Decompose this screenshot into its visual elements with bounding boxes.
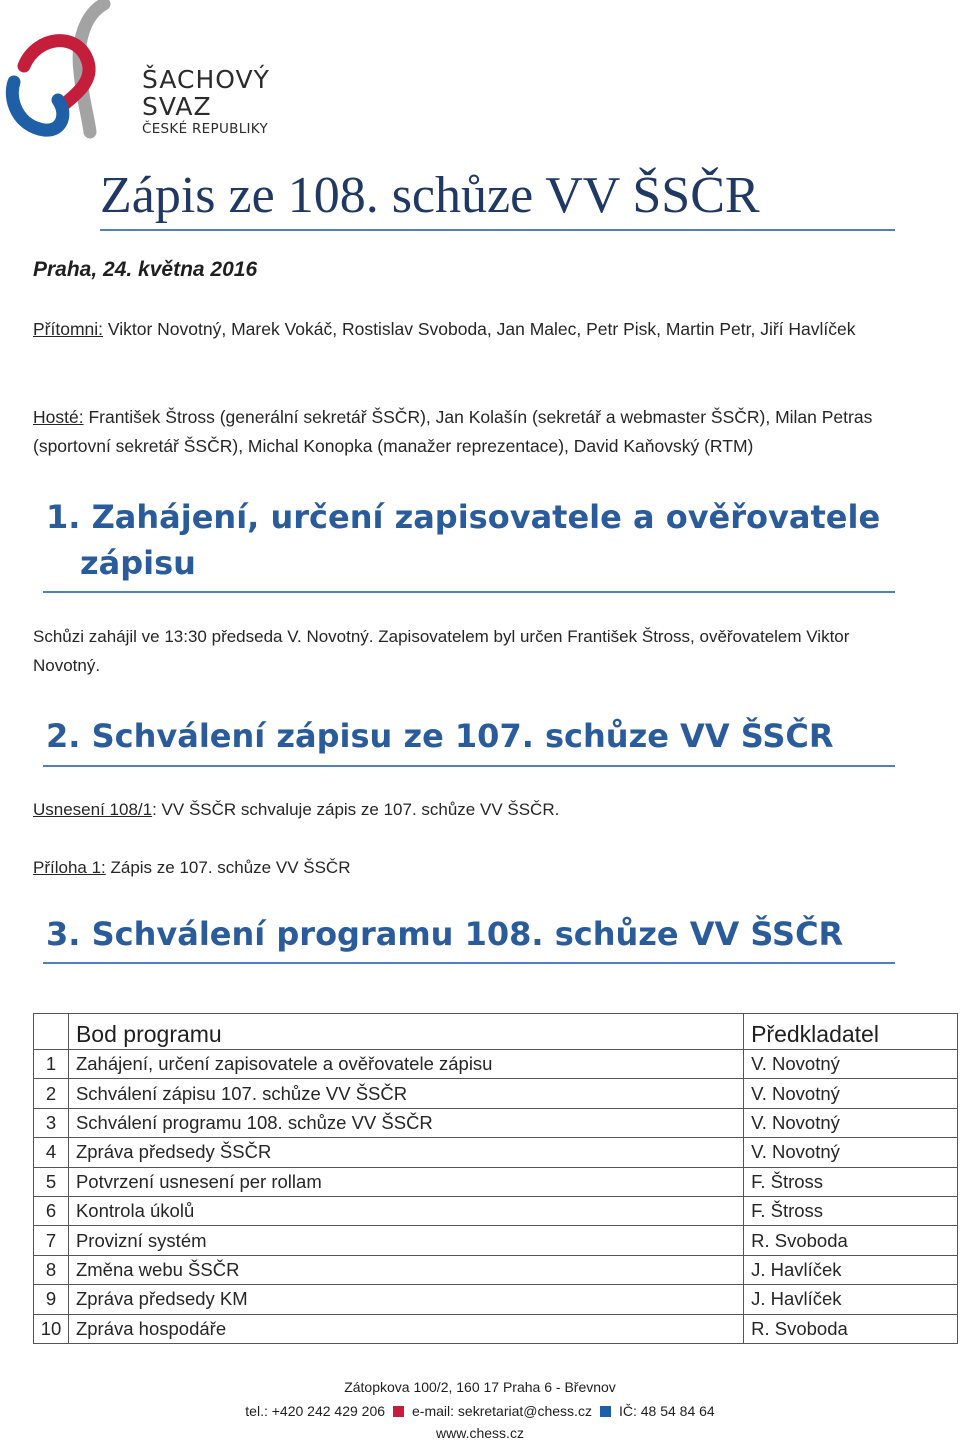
agenda-header-item: Bod programu xyxy=(68,1014,743,1050)
footer-email: e-mail: sekretariat@chess.cz xyxy=(412,1403,592,1419)
row-item: Provizní systém xyxy=(68,1226,743,1255)
attachment-label: Příloha 1: xyxy=(33,858,106,877)
section3-title: Schválení programu 108. schůze VV ŠSČR xyxy=(91,915,844,953)
section3-heading xyxy=(46,911,843,957)
logo-line3: ČESKÉ REPUBLIKY xyxy=(142,121,269,137)
resolution-label: Usnesení 108/1 xyxy=(33,800,153,819)
row-item: Kontrola úkolů xyxy=(68,1196,743,1225)
row-item: Schválení programu 108. schůze VV ŠSČR xyxy=(68,1108,743,1137)
section3-number: 3. xyxy=(46,915,81,953)
row-number: 6 xyxy=(34,1196,69,1225)
row-item: Zahájení, určení zapisovatele a ověřovatele zápisu xyxy=(68,1050,743,1079)
table-row xyxy=(34,1196,958,1225)
logo-line2: SVAZ xyxy=(142,92,212,121)
logo-text xyxy=(142,66,270,138)
chess-knight-logo-icon xyxy=(4,0,134,140)
row-presenter: R. Svoboda xyxy=(744,1314,958,1343)
section2-heading xyxy=(46,713,834,759)
section2-title: Schválení zápisu ze 107. schůze VV ŠSČR xyxy=(91,717,834,755)
table-row xyxy=(34,1138,958,1167)
table-row xyxy=(34,1285,958,1314)
red-square-icon xyxy=(393,1406,404,1417)
row-number: 7 xyxy=(34,1226,69,1255)
table-row xyxy=(34,1167,958,1196)
guests-paragraph xyxy=(33,403,895,461)
agenda-table xyxy=(33,1013,958,1344)
table-row xyxy=(34,1255,958,1284)
row-number: 10 xyxy=(34,1314,69,1343)
row-presenter: V. Novotný xyxy=(744,1138,958,1167)
row-presenter: V. Novotný xyxy=(744,1108,958,1137)
section3-divider xyxy=(43,962,895,964)
title-divider xyxy=(100,229,895,231)
footer-contacts xyxy=(0,1403,960,1419)
table-row xyxy=(34,1226,958,1255)
attendees-text: Viktor Novotný, Marek Vokáč, Rostislav Svoboda, Jan Malec, Petr Pisk, Martin Petr, Jiří Havlíček xyxy=(103,319,856,339)
row-item: Potvrzení usnesení per rollam xyxy=(68,1167,743,1196)
table-row xyxy=(34,1050,958,1079)
guests-label: Hosté: xyxy=(33,407,84,427)
attachment-paragraph xyxy=(33,853,351,882)
footer-phone: tel.: +420 242 429 206 xyxy=(245,1403,386,1419)
section1-title-line2: zápisu xyxy=(80,544,196,582)
row-number: 3 xyxy=(34,1108,69,1137)
blue-square-icon xyxy=(600,1406,611,1417)
row-item: Schválení zápisu 107. schůze VV ŠSČR xyxy=(68,1079,743,1108)
footer-web-link[interactable]: www.chess.cz xyxy=(436,1425,524,1440)
document-title: Zápis ze 108. schůze VV ŠSČR xyxy=(100,167,760,224)
row-presenter: F. Štross xyxy=(744,1167,958,1196)
row-item: Zpráva předsedy KM xyxy=(68,1285,743,1314)
row-number: 5 xyxy=(34,1167,69,1196)
attendees-label: Přítomni: xyxy=(33,319,104,339)
footer-ic: IČ: 48 54 84 64 xyxy=(618,1403,715,1419)
row-presenter: J. Havlíček xyxy=(744,1285,958,1314)
resolution-paragraph xyxy=(33,795,559,824)
agenda-header-num xyxy=(34,1014,69,1050)
section2-divider xyxy=(43,765,895,767)
row-presenter: V. Novotný xyxy=(744,1079,958,1108)
section1-text: Schůzi zahájil ve 13:30 předseda V. Novotný. Zapisovatelem byl určen František Štross, ověřovatelem Viktor Novotný. xyxy=(33,627,850,675)
row-number: 4 xyxy=(34,1138,69,1167)
agenda-header-presenter: Předkladatel xyxy=(744,1014,958,1050)
table-row xyxy=(34,1079,958,1108)
resolution-text: : VV ŠSČR schvaluje zápis ze 107. schůze VV ŠSČR. xyxy=(152,800,560,819)
logo-line1: ŠACHOVÝ xyxy=(142,65,270,94)
section1-title-line1: Zahájení, určení zapisovatele a ověřovatele xyxy=(91,498,881,536)
row-number: 9 xyxy=(34,1285,69,1314)
row-number: 1 xyxy=(34,1050,69,1079)
table-row xyxy=(34,1108,958,1137)
logo xyxy=(4,0,294,140)
meeting-date: Praha, 24. května 2016 xyxy=(33,258,258,281)
row-presenter: F. Štross xyxy=(744,1196,958,1225)
row-number: 8 xyxy=(34,1255,69,1284)
row-presenter: V. Novotný xyxy=(744,1050,958,1079)
agenda-header-row xyxy=(34,1014,958,1050)
guests-text: František Štross (generální sekretář ŠSČR), Jan Kolašín (sekretář a webmaster ŠSČR), Milan Petras (sportovní sekretář ŠSČR), Michal Konopka (manažer reprezentace), David Kaňovský (RTM) xyxy=(33,407,873,456)
row-presenter: J. Havlíček xyxy=(744,1255,958,1284)
attendees-paragraph xyxy=(33,315,893,344)
row-presenter: R. Svoboda xyxy=(744,1226,958,1255)
footer-address: Zátopkova 100/2, 160 17 Praha 6 - Břevnov xyxy=(344,1379,616,1395)
row-item: Zpráva předsedy ŠSČR xyxy=(68,1138,743,1167)
row-item: Zpráva hospodáře xyxy=(68,1314,743,1343)
section1-number: 1. xyxy=(46,498,81,536)
attachment-text: Zápis ze 107. schůze VV ŠSČR xyxy=(105,858,351,877)
section1-divider xyxy=(43,591,895,593)
row-item: Změna webu ŠSČR xyxy=(68,1255,743,1284)
row-number: 2 xyxy=(34,1079,69,1108)
table-row xyxy=(34,1314,958,1343)
section2-number: 2. xyxy=(46,717,81,755)
section1-heading xyxy=(46,494,880,586)
